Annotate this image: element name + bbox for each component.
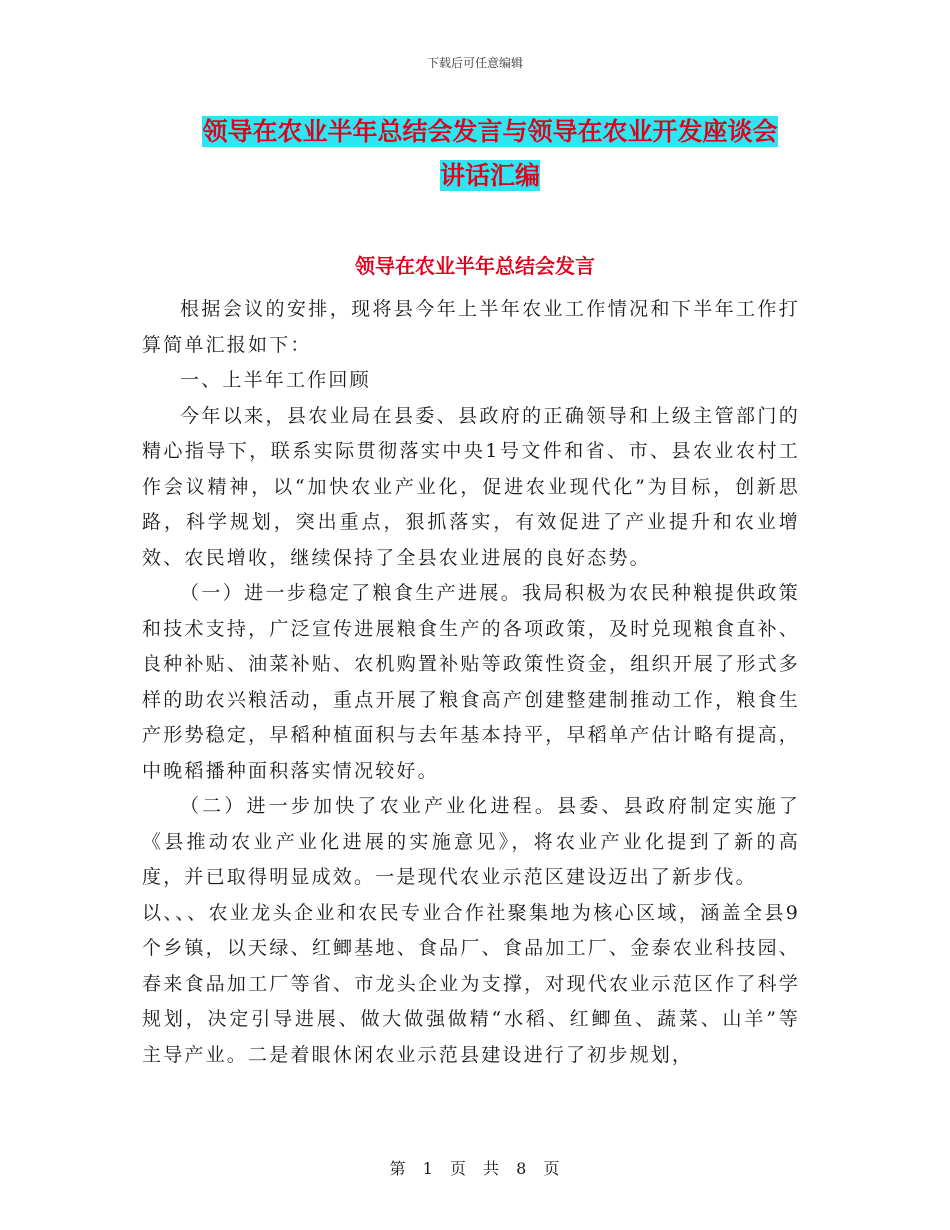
page-suffix: 页 [543,1159,561,1178]
total-prefix: 共 [483,1159,501,1178]
page-number: 1 [422,1159,434,1178]
paragraph-overview: 今年以来，县农业局在县委、县政府的正确领导和上级主管部门的精心指导下，联系实际贯彻落实中央1号文件和省、市、县农业农村工作会议精神，以“加快农业产业化，促进农业现代化”为目标，创新思路，科学规划，突出重点，狠抓落实，有效促进了产业提升和农业增效、农民增收，继续保持了全县农业进展的良好态势。 [142,404,800,569]
paragraph-heading-review: 一、上半年工作回顾 [180,369,371,391]
page-mid: 页 [449,1159,467,1178]
paragraph-demo-zone: 以、、、农业龙头企业和农民专业合作社聚集地为核心区域，涵盖全县9个乡镇，以天绿、红鲫基地、食品厂、食品加工厂、金泰农业科技园、春来食品加工厂等省、市龙头企业为支撑，对现代农业示范区作了科学规划，决定引导进展、做大做强做精“水稻、红鲫鱼、蔬菜、山羊”等主导产业。二是着眼休闲农业示范县建设进行了初步规划， [142,901,800,1066]
page-prefix: 第 [389,1159,407,1178]
document-body [142,292,800,1073]
section-title: 领导在农业半年总结会发言 [355,254,595,278]
document-title-line-2: 讲话汇编 [439,161,540,190]
paragraph-industrialization: （二）进一步加快了农业产业化进程。县委、县政府制定实施了《县推动农业产业化进展的实施意见》，将农业产业化提到了新的高度，并已取得明显成效。一是现代农业示范区建设迈出了新步伐。 [142,795,800,888]
total-pages: 8 [516,1159,528,1178]
document-title-line-1: 领导在农业半年总结会发言与领导在农业开发座谈会 [202,117,778,146]
header-note: 下载后可任意编辑 [426,56,523,70]
paragraph-intro: 根据会议的安排，现将县今年上半年农业工作情况和下半年工作打算简单汇报如下： [142,298,800,356]
document-title [150,110,830,198]
page-footer [0,1156,950,1179]
paragraph-grain: （一）进一步稳定了粮食生产进展。我局积极为农民种粮提供政策和技术支持，广泛宣传进展粮食生产的各项政策，及时兑现粮食直补、良种补贴、油菜补贴、农机购置补贴等政策性资金，组织开展了形式多样的助农兴粮活动，重点开展了粮食高产创建整建制推动工作，粮食生产形势稳定，早稻种植面积与去年基本持平，早稻单产估计略有提高，中晚稻播种面积落实情况较好。 [142,582,800,782]
